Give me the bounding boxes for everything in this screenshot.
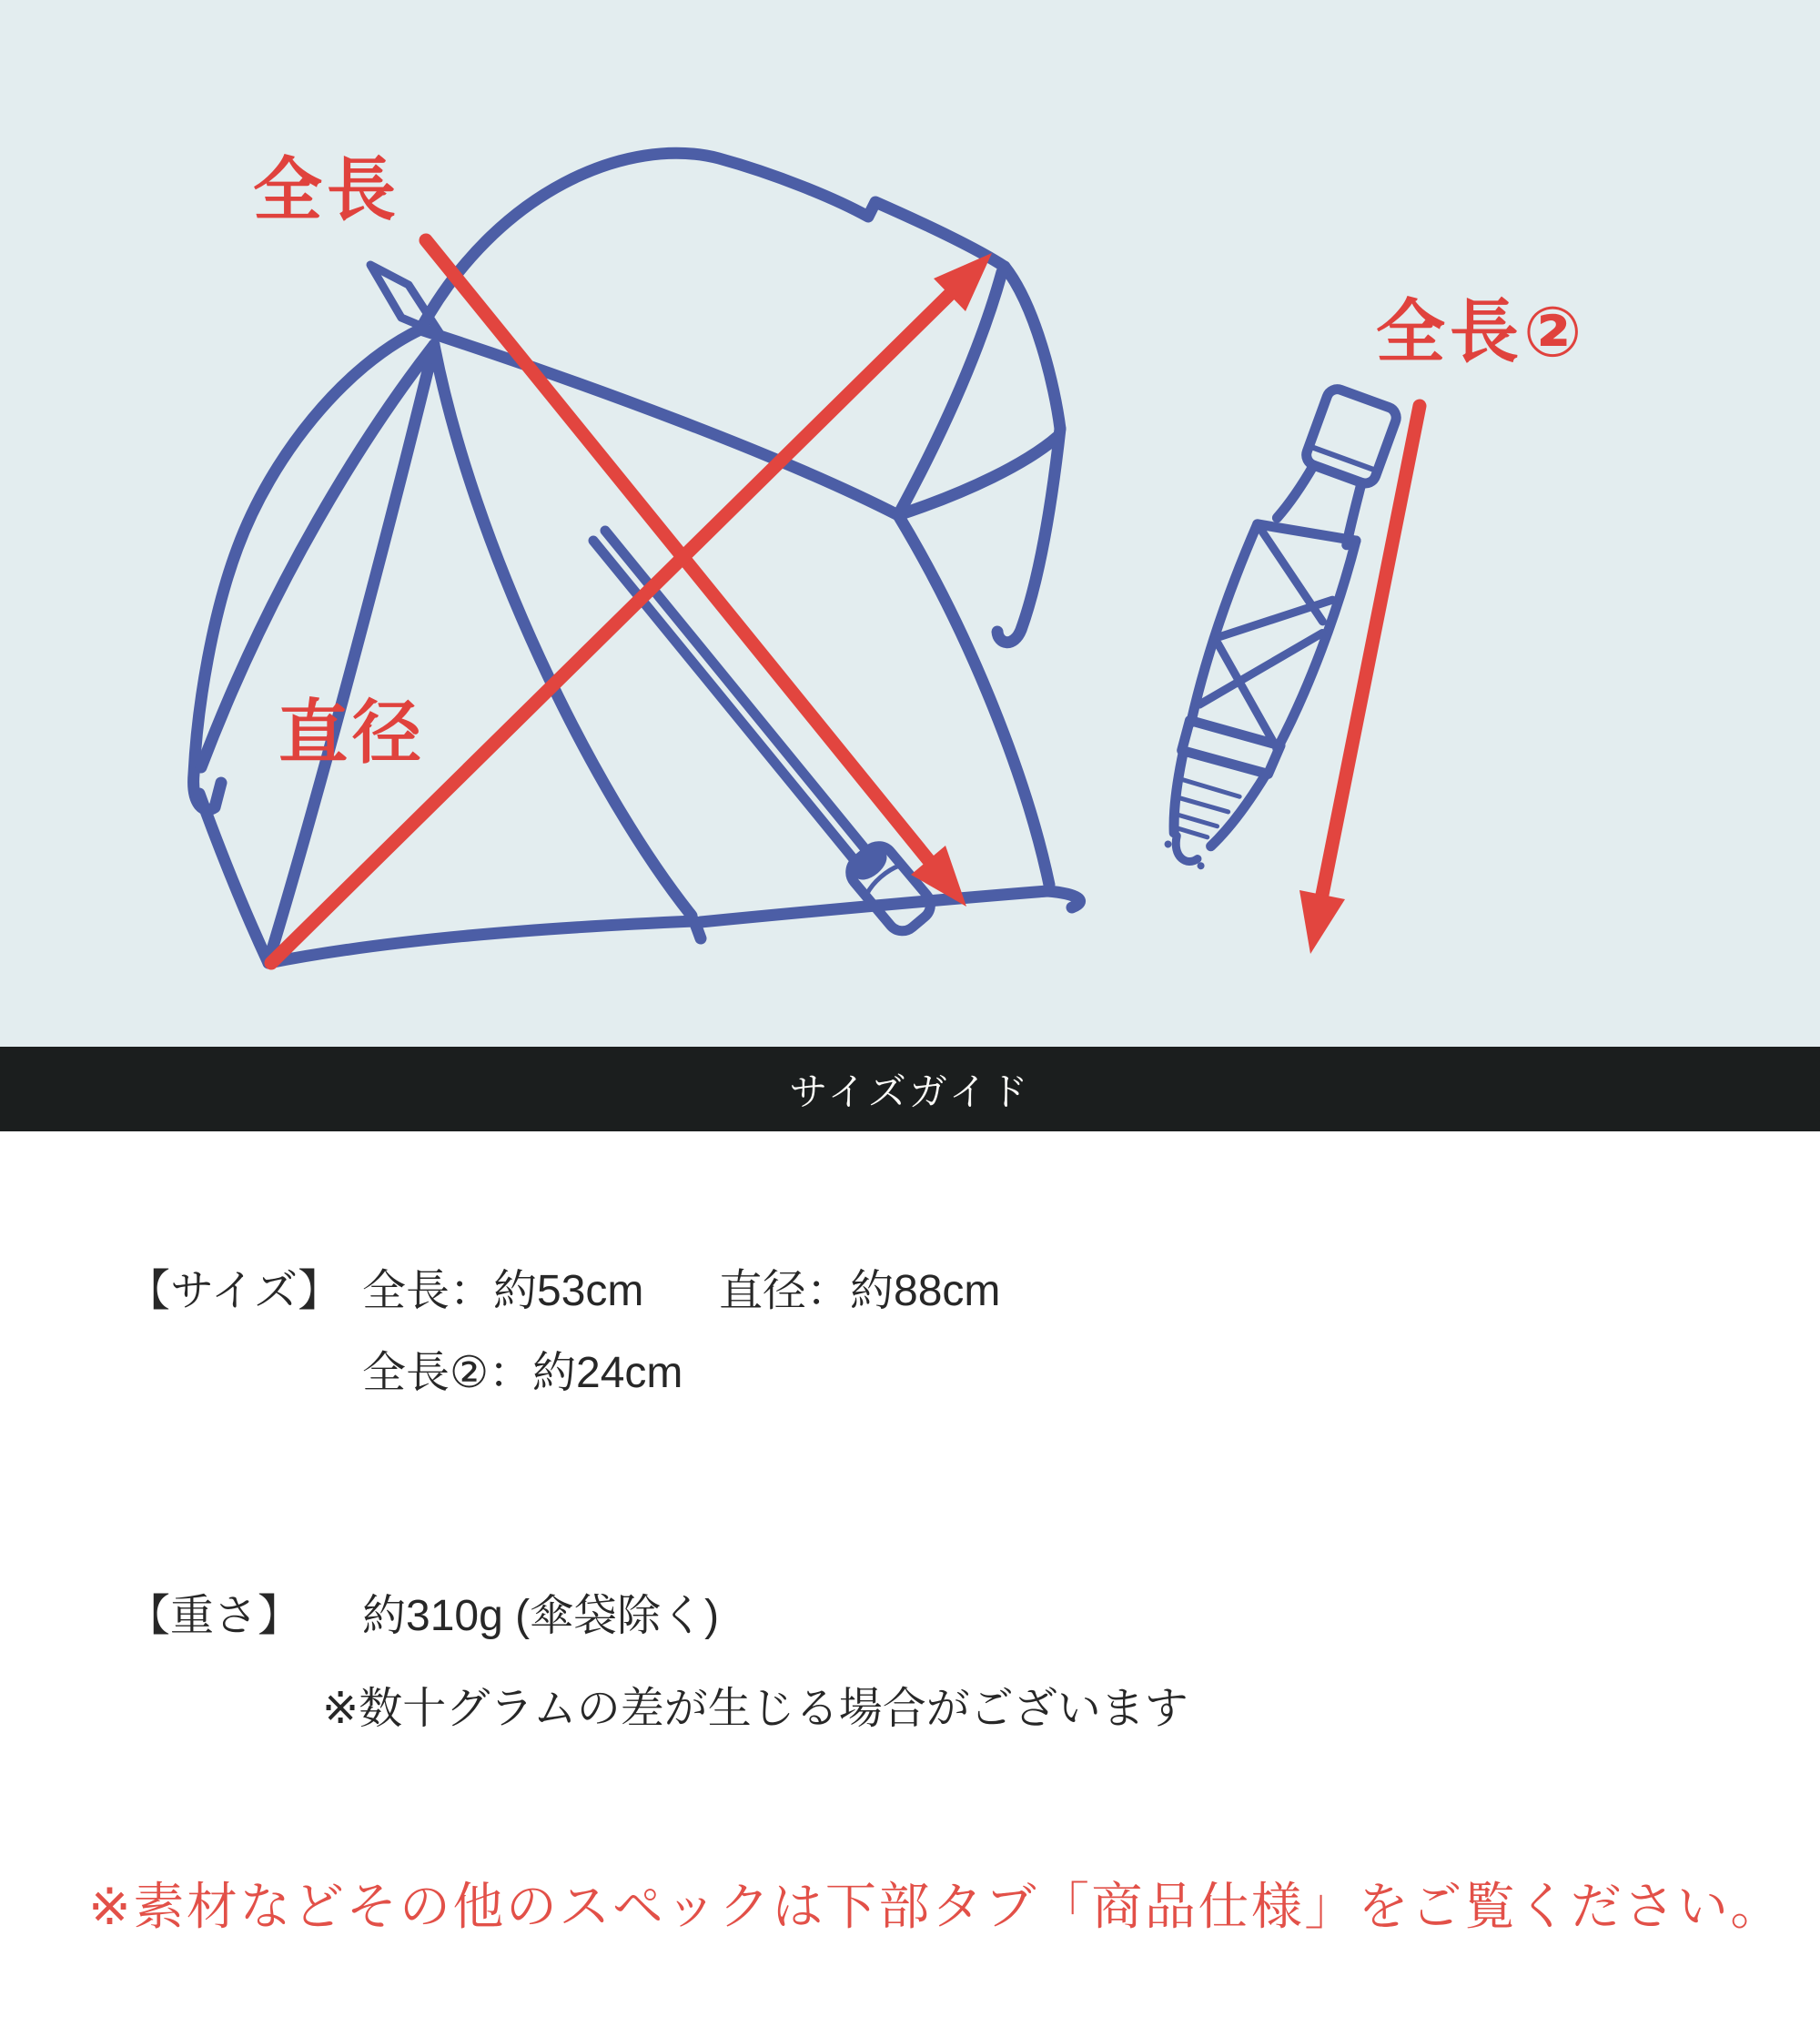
size-section-label: 【サイズ】: [126, 1267, 342, 1315]
folded-umbrella-illustration: [1138, 378, 1407, 883]
size-diameter-value: 直径：約88cm: [719, 1267, 1001, 1315]
size-total-length-2-value: 全長②：約24cm: [362, 1349, 683, 1397]
spec-footnote: ※素材などその他のスペックは下部タブ「商品仕様」をご覧ください。: [88, 1878, 1784, 1935]
spec-details-section: [0, 1131, 1820, 2037]
weight-value: 約310g (傘袋除く): [362, 1592, 720, 1640]
size-guide-bar: [0, 1047, 1820, 1131]
label-total-length: 全長: [253, 152, 400, 229]
umbrella-shaft-icon: [593, 531, 869, 865]
size-total-length-value: 全長：約53cm: [362, 1267, 644, 1315]
folded-umbrella-cap-icon: [1303, 386, 1399, 486]
label-diameter: 直径: [278, 694, 426, 772]
weight-note: ※数十グラムの差が生じる場合がございます: [322, 1685, 1188, 1733]
weight-section-label: 【重さ】: [126, 1592, 302, 1640]
size-guide-bar-title: サイズガイド: [789, 1069, 1031, 1113]
label-total-length-2: 全長②: [1376, 294, 1587, 371]
